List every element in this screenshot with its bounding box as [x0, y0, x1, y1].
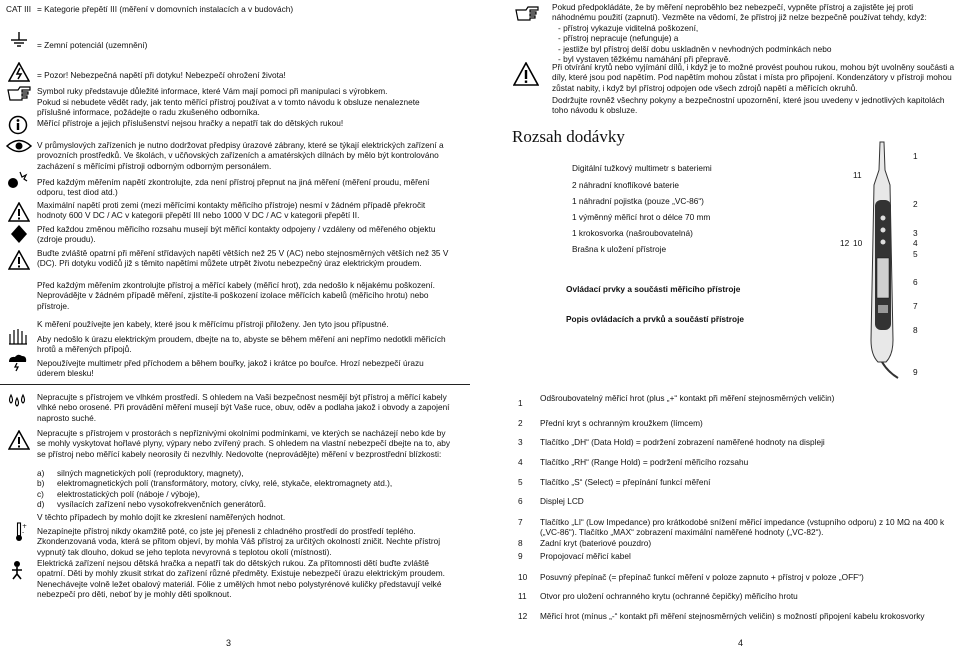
part-number: 10: [518, 572, 528, 582]
eye-icon: [6, 136, 32, 156]
storm-cloud-icon: [6, 352, 28, 372]
part-number: 5: [518, 477, 523, 487]
controls-description-title: Popis ovládacích a prvků a součástí přístroje: [566, 314, 744, 324]
para-check-mode: Před každým měřením napětí zkontrolujte, zda není přístroj přepnut na jiná měření (měření proudu, měření odporu, test diod atd.): [37, 177, 430, 198]
callout-label: 9: [913, 367, 918, 377]
svg-text:-: -: [22, 529, 25, 536]
info-icon: [6, 115, 30, 135]
scope-item: 1 výměnný měřicí hrot o délce 70 mm: [572, 212, 711, 222]
part-number: 4: [518, 457, 523, 467]
hand-touch-icon: [6, 326, 30, 346]
ground-text: = Zemní potenciál (uzemnění): [37, 40, 148, 50]
para-range-change: Před každou změnou měřicího rozsahu musejí být měřicí kontakty odpojeny / vzdáleny od měřeného objektu (zdroje proudu).: [37, 224, 436, 245]
controls-title: Ovládací prvky a součásti měřicího přístroje: [566, 284, 741, 294]
part-description: Propojovací měřicí kabel: [540, 551, 631, 561]
thermometer-icon: [8, 522, 30, 542]
interference-list: [37, 468, 452, 510]
cat3-label: CAT III: [6, 4, 32, 14]
callout-label: 2: [913, 199, 918, 209]
multimeter-illustration: [858, 140, 908, 380]
para-children: Elektrická zařízení nejsou dětská hračka a nepatří tak do dětských rukou. Za přítomnosti dětí buďte zvláště opatrní. Děti by mohly zkusit strkat do zařízení různé předměty. Existuje nebezpečí úrazu elektrickým proudem. Nenechávejte volně ležet obalový materiál. Fólie z umělých hmot nebo polystyrénové kuličky představují velké nebezpečí pro děti, neboť by je mohly děti spolknout.: [37, 558, 445, 600]
para-follow-instructions: Dodržujte rovněž všechny pokyny a bezpečnostní upozornění, které jsou uvedeny v jednotlivých kapitolách toho návodu k obsluze.: [552, 95, 945, 116]
list-item: c) elektrostatických polí (náboje / výboje),: [37, 488, 200, 499]
part-number: 1: [518, 398, 523, 408]
para-environment: Nepracujte s přístrojem v prostorách s nepříznivými okolními podmínkami, ve kterých se nacházejí nebo kde by se mohly vyskytovat hořlavé plyny, výpary nebo zvířený prach. S ohledem na vlastní nebezpečí dbejte na to, aby se přístroj nebo měřící kabely neorosily či nezvlhly. Nedovolte (neprovádějte) měření v bezprostřední blízkosti:: [37, 428, 451, 459]
para-distortion: V těchto případech by mohlo dojít ke zkreslení naměřených hodnot.: [37, 512, 286, 522]
para-inspect: Před každým měřením zkontrolujte přístroj a měřící kabely (měřicí hrot), zda nedošlo k nějakému poškození. Neprovádějte v žádném případě měření, zjistíte-li poškození izolace měřících kabelů (měřicího hrotu) nebo přístroje.: [37, 280, 435, 311]
spark-icon: [6, 170, 28, 190]
delivery-scope-title: Rozsah dodávky: [512, 127, 625, 146]
svg-text:+: +: [22, 523, 28, 530]
list-item: b) elektromagnetických polí (transformátory, motory, cívky, relé, stykače, elektromagnety atd.),: [37, 478, 393, 489]
list-item: - byl vystaven těžkému namáhání při přepravě.: [558, 54, 731, 65]
para-max-voltage: Maximální napětí proti zemi (mezi měřícími kontakty měřicího přístroje) nesmí v žádném případě překročit hodnoty 600 V DC / AC v kategorii přepětí III nebo 1000 V DC / AC v kategorii přepětí II.: [37, 200, 426, 221]
para-condensation: Nezapínejte přístroj nikdy okamžitě poté, co jste jej přenesli z chladného prostředí do prostředí teplého. Zkondenzovaná voda, která se přitom objeví, by mohla Váš přístroj za určitých okolností zničit. Nechte přístroj vypnutý tak dlouho, dokud se jeho teplota nevyrovná s teplotou okolí (místnosti).: [37, 526, 441, 557]
section-divider: [0, 384, 470, 385]
para-cables: K měření používejte jen kabely, které jsou k měřícímu přístroji přiloženy. Jen tyto jsou přípustné.: [37, 319, 389, 329]
warning-text: = Pozor! Nebezpečná napětí při dotyku! Nebezpečí ohrožení života!: [37, 70, 286, 80]
part-description: Tlačítko „DH“ (Data Hold) = podržení zobrazení naměřené hodnoty na displeji: [540, 437, 825, 447]
cat3-text: = Kategorie přepětí III (měření v domovních instalacích a v budovách): [37, 4, 294, 14]
part-number: 2: [518, 418, 523, 428]
para-industrial: V průmyslových zařízeních je nutno dodržovat předpisy úrazové zábrany, které se týkají elektrických zařízení a provozních prostředků. Ve školách, v učňovských zařízeních a amatérských dílnách by mělo být kontrolováno zacházení s měřícími přístroji odborným odborným personálem.: [37, 140, 444, 171]
callout-label: 8: [913, 325, 918, 335]
diamond-icon: [8, 224, 30, 244]
exclamation-warning-icon: [513, 62, 539, 86]
part-number: 9: [518, 551, 523, 561]
part-description: Otvor pro uložení ochranného krytu (ochranné čepičky) měřicího hrotu: [540, 591, 798, 601]
list-item: - jestliže byl přístroj delší dobu uskladněn v nevhodných podmínkách nebo: [558, 43, 832, 54]
part-description: Zadní kryt (bateriové pouzdro): [540, 538, 652, 548]
part-description: Tlačítko „LI“ (Low Impedance) pro krátkodobé snížení měřicí impedance (vstupního odporu) z 10 MΩ na 400 k („VC-86“). Tlačítko „MAX“ zobrazení maximální naměřené hodnoty („VC-82“).: [540, 517, 945, 538]
part-description: Posuvný přepínač (= přepínač funkcí měření v poloze zapnuto + přístroj v poloze „OFF“): [540, 572, 864, 582]
warning-icon: [8, 202, 30, 222]
part-description: Tlačítko „S“ (Select) = přepínání funkcí měření: [540, 477, 711, 487]
part-description: Odšroubovatelný měřicí hrot (plus „+“ kontakt při měření stejnosměrných veličin): [540, 393, 835, 403]
note-advice: Pokud si nebudete vědět rady, jak tento měřící přístroj používat a v tomto návodu k obsluze nenaleznete příslušné informace, požádejte o radu zkušeného odborníka.: [37, 97, 420, 118]
page-number-left: 3: [226, 638, 232, 648]
part-number: 8: [518, 538, 523, 548]
part-description: Přední kryt s ochranným kroužkem (límcem): [540, 418, 703, 428]
list-item: a) silných magnetických polí (reproduktory, magnety),: [37, 468, 244, 478]
note-hand: Symbol ruky představuje důležité informace, které Vám mají pomoci při manipulaci s výrobkem.: [37, 86, 388, 96]
danger-warning-icon-2: [8, 430, 30, 450]
danger-warning-icon: [8, 250, 30, 270]
scope-item: 1 krokosvorka (našroubovatelná): [572, 228, 693, 238]
callout-label: 12: [840, 238, 850, 248]
part-description: Tlačítko „RH“ (Range Hold) = podržení měřicího rozsahu: [540, 457, 749, 467]
scope-item: Brašna k uložení přístroje: [572, 244, 667, 254]
callout-label: 10: [853, 238, 863, 248]
part-description: Displej LCD: [540, 496, 584, 506]
list-item: - přístroj nepracuje (nefunguje) a: [558, 33, 679, 44]
para-covers: Při otvírání krytů nebo vyjímání dílů, i když je to možné provést pouhou rukou, mohou být uvolněny součásti a díly, které jsou pod napětím. Pod napětím mohou zůstat i místa pro připojení. Kondenzátory v přístroji mohou zůstat nabity, i když byl přístroj odpojen ode všech zdrojů napětí a měřících okruhů.: [552, 62, 955, 93]
callout-label: 4: [913, 238, 918, 248]
part-number: 7: [518, 517, 523, 527]
hand-pointer-icon-right: [514, 4, 540, 24]
unsafe-list: [552, 23, 957, 65]
para-unsafe: Pokud předpokládáte, že by měření neproběhlo bez nebezpečí, vypněte přístroj a zajistěte jej proti náhodnému použití (zapnutí). Vezměte na vědomí, že přístroj již nelze bezpečně používat tehdy, když:: [552, 2, 927, 23]
part-number: 3: [518, 437, 523, 447]
callout-label: 11: [853, 170, 862, 180]
part-description: Měřicí hrot (mínus „-“ kontakt při měření stejnosměrných veličin) s možností připojení kabelu krokosvorky: [540, 611, 925, 621]
callout-label: 6: [913, 277, 918, 287]
para-storm: Nepoužívejte multimetr před příchodem a během bouřky, jakož i krátce po bouřce. Hrozí nebezpečí úrazu úderem blesku!: [37, 358, 424, 379]
note-kids: Měřící přístroje a jejich příslušenství nejsou hračky a nepatří tak do dětských rukou!: [37, 118, 344, 128]
part-number: 12: [518, 611, 528, 621]
scope-item: 1 náhradní pojistka (pouze „VC-86“): [572, 196, 704, 206]
callout-label: 1: [913, 151, 918, 161]
callout-label: 5: [913, 249, 918, 259]
hand-pointer-icon: [6, 84, 32, 104]
list-item: - přístroj vykazuje viditelná poškození,: [558, 23, 699, 33]
scope-item: 2 náhradní knoflíkové baterie: [572, 180, 680, 190]
part-number: 11: [518, 591, 527, 601]
para-touch: Aby nedošlo k úrazu elektrickým proudem, dbejte na to, abyste se během měření ani nepřímo nedotkli měřicích hrotů a měřených přípojů.: [37, 334, 446, 355]
water-drops-icon: [6, 392, 28, 412]
list-item: d) vysílacích zařízení nebo vysokofrekvenčních generátorů.: [37, 499, 266, 510]
callout-label: 7: [913, 301, 918, 311]
callout-label: 3: [913, 228, 918, 238]
para-ac-dc: Buďte zvláště opatrní při měření střídavých napětí větších než 25 V (AC) nebo stejnosměrných větších než 35 V (DC). Při dotyku vodičů již s těmito napětími můžete utrpět životu nebezpečný úraz elektrickým proudem.: [37, 248, 449, 269]
ground-icon: [8, 30, 30, 50]
child-warning-icon: [6, 560, 28, 580]
page-number-right: 4: [738, 638, 744, 648]
lightning-warning-icon: [8, 62, 30, 82]
scope-item: Digitální tužkový multimetr s bateriemi: [572, 163, 712, 173]
part-number: 6: [518, 496, 523, 506]
para-humidity: Nepracujte s přístrojem ve vlhkém prostředí. S ohledem na Vaši bezpečnost nesmějí být přístroj a měřící kabely vlhké nebo orosené. Při provádění měření musejí být Vaše ruce, obuv, oděv a podlaha jakož i obvody a zapojení naprosto suché.: [37, 392, 450, 423]
